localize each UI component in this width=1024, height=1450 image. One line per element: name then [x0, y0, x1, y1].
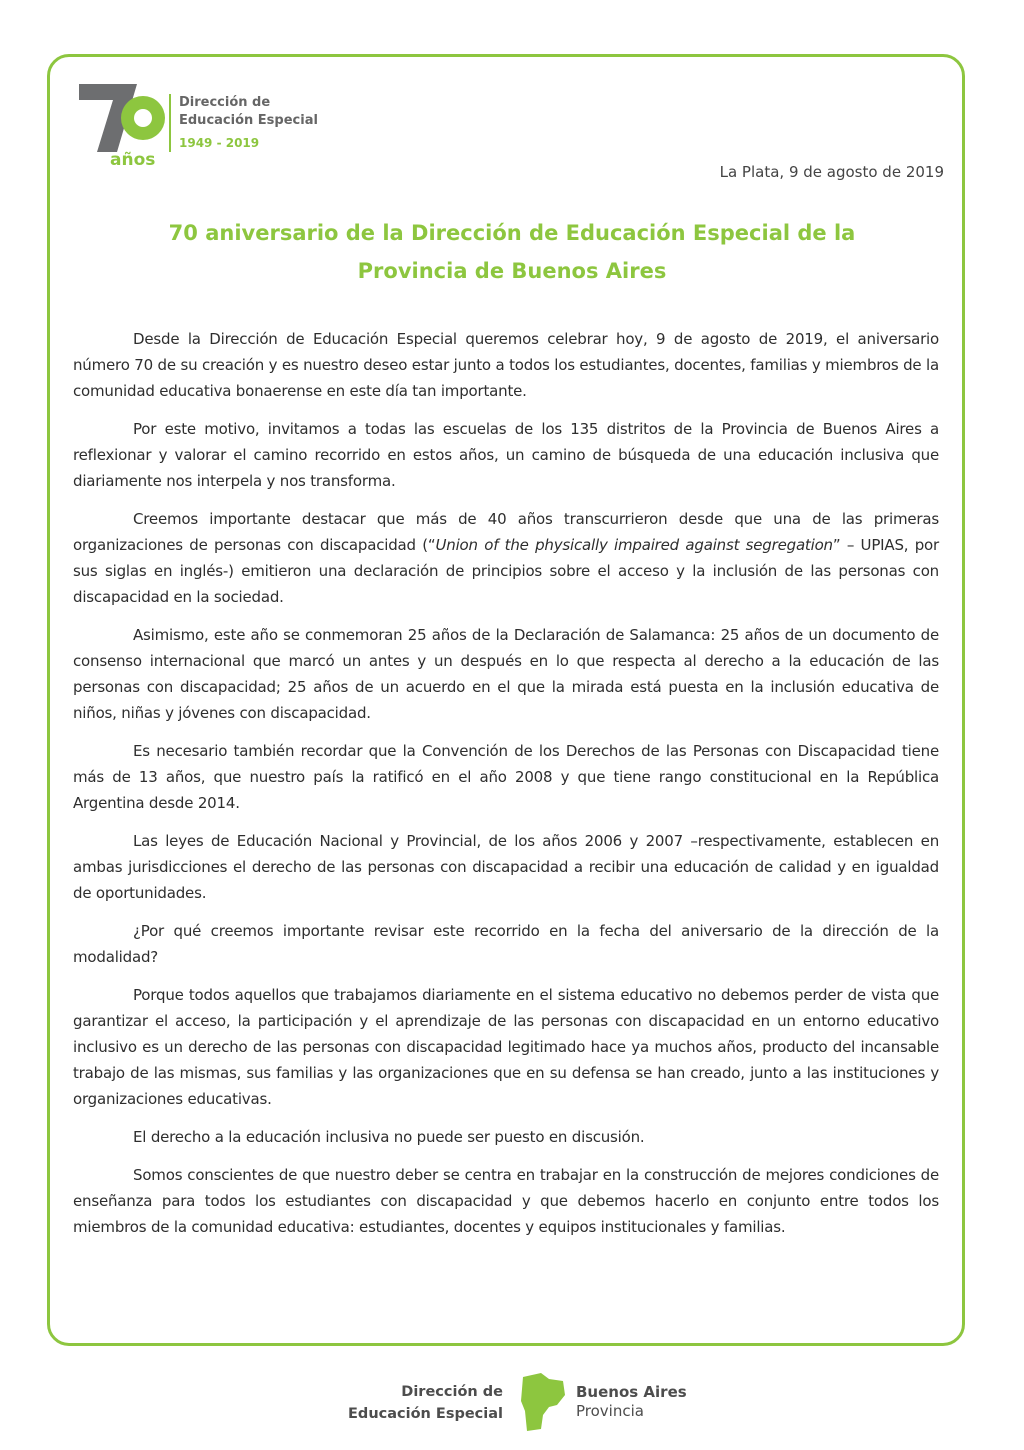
logo-line-1: Dirección de — [179, 95, 271, 110]
paragraph-10: Somos conscientes de que nuestro deber se centra en trabajar en la construcción de mejores condiciones de enseñanza para todos los estudiantes con discapacidad y que debemos hacerlo en conjunto entre todos los miembros de la comunidad educativa: estudiantes, docentes y equipos institucionales y familias. — [73, 1166, 939, 1236]
anniversary-logo — [77, 80, 327, 175]
paragraph-5: Es necesario también recordar que la Convención de los Derechos de las Personas con Discapacidad tiene más de 13 años, que nuestro país la ratificó en el año 2008 y que tiene rango constitucional en la República Argentina desde 2014. — [73, 742, 939, 812]
logo-divider — [169, 94, 171, 152]
footer-province-name — [576, 1383, 687, 1421]
paragraph-4: Asimismo, este año se conmemoran 25 años de la Declaración de Salamanca: 25 años de un documento de consenso internacional que marcó un antes y un después en lo que respecta al derecho a la educación de las personas con discapacidad; 25 años de un acuerdo en el que la mirada está puesta en la inclusión educativa de niños, niñas y jóvenes con discapacidad. — [73, 626, 939, 722]
paragraph-2: Por este motivo, invitamos a todas las escuelas de los 135 distritos de la Provincia de Buenos Aires a reflexionar y valorar el camino recorrido en estos años, un camino de búsqueda de una educación inclusiva que diariamente nos interpela y nos transforma. — [73, 420, 939, 490]
paragraph-7: ¿Por qué creemos importante revisar este recorrido en la fecha del aniversario de la dirección de la modalidad? — [73, 922, 939, 966]
paragraph-3 — [73, 506, 939, 610]
title-line-2: Provincia de Buenos Aires — [357, 259, 667, 283]
paragraph-8: Porque todos aquellos que trabajamos diariamente en el sistema educativo no debemos perder de vista que garantizar el acceso, la participación y el aprendizaje de las personas con discapacidad en un entorno educativo inclusivo es un derecho de las personas con discapacidad legitimado hace ya muchos años, producto del incansable trabajo de las mismas, sus familias y las organizaciones que en su defensa se han creado, junto a las instituciones y organizaciones educativas. — [73, 986, 939, 1108]
document-title — [73, 214, 951, 290]
footer-direction-name — [300, 1381, 503, 1425]
logo-years: 1949 - 2019 — [179, 136, 260, 150]
logo-anos-text: años — [110, 150, 156, 170]
paragraph-3-italic: Union of the physically impaired against segregation — [435, 536, 833, 554]
paragraph-9: El derecho a la educación inclusiva no puede ser puesto en discusión. — [133, 1128, 645, 1146]
footer-right-line-1: Buenos Aires — [576, 1383, 687, 1401]
document-date: La Plata, 9 de agosto de 2019 — [719, 163, 944, 181]
paragraph-3-part-a: Creemos importante destacar que más de 40 años transcurrieron desde que una de las primeras organizaciones de personas con discapacidad (“ — [73, 510, 939, 554]
paragraph-3-part-b: ” – UPIAS, por sus siglas en inglés-) emitieron una declaración de principios sobre el acceso y la inclusión de las personas con discapacidad en la sociedad. — [73, 536, 939, 606]
buenos-aires-province-icon — [519, 1371, 569, 1433]
logo-line-2: Educación Especial — [179, 113, 318, 128]
footer-right-line-2: Provincia — [576, 1402, 644, 1420]
footer-left-line-2: Educación Especial — [348, 1406, 503, 1422]
paragraph-1: Desde la Dirección de Educación Especial queremos celebrar hoy, 9 de agosto de 2019, el aniversario número 70 de su creación y es nuestro deseo estar junto a todos los estudiantes, docentes, familias y miembros de la comunidad educativa bonaerense en este día tan importante. — [73, 330, 939, 400]
document-body — [73, 326, 939, 1252]
title-line-1: 70 aniversario de la Dirección de Educación Especial de la — [168, 221, 856, 245]
footer-left-line-1: Dirección de — [401, 1384, 503, 1400]
paragraph-6: Las leyes de Educación Nacional y Provincial, de los años 2006 y 2007 –respectivamente, establecen en ambas jurisdicciones el derecho de las personas con discapacidad a recibir una educación de calidad y en igualdad de oportunidades. — [73, 832, 939, 902]
seventy-logo-icon — [77, 80, 169, 160]
